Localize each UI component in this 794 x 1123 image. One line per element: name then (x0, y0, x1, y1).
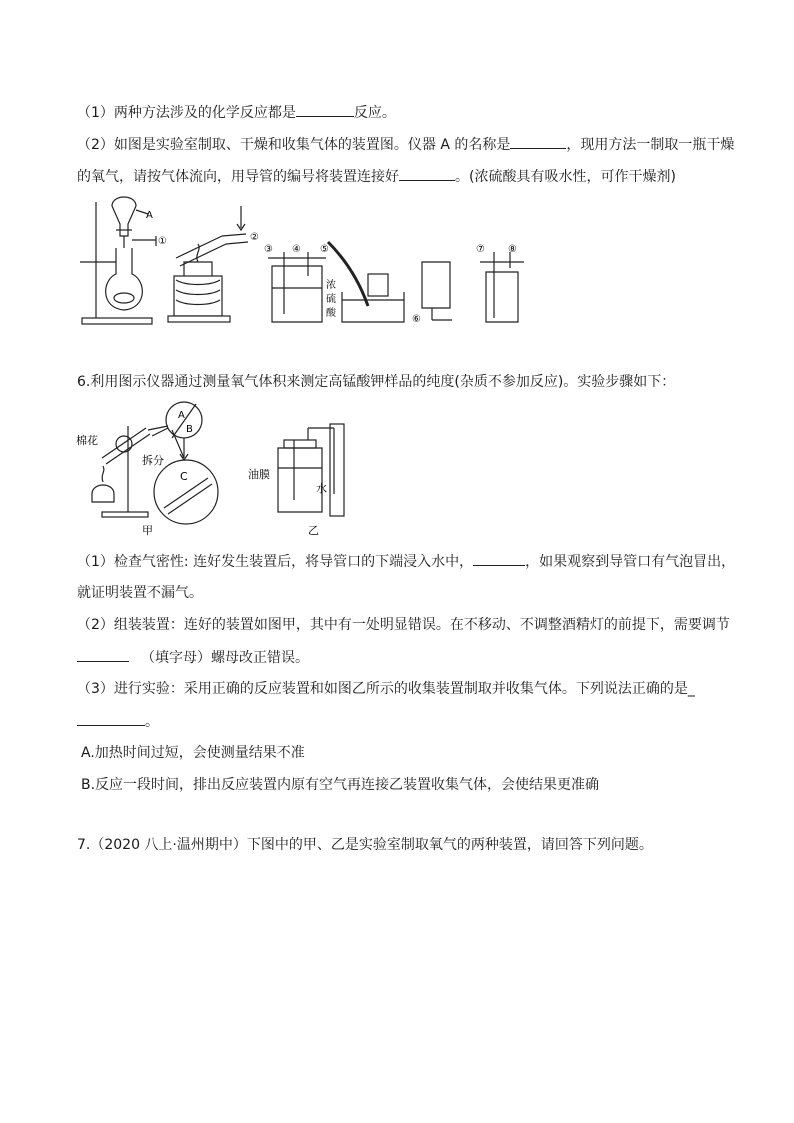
q6-part1-line2: 就证明装置不漏气。 (77, 585, 203, 601)
gas-bottle (486, 272, 518, 322)
label-jia: 甲 (142, 524, 153, 537)
answer-blank (77, 647, 129, 662)
q6-stem: 6.利用图示仪器通过测量氧气体积来测定高锰酸钾样品的纯度(杂质不参加反应)。实验步骤如下： (77, 374, 676, 390)
answer-blank (399, 166, 455, 181)
flask (106, 248, 143, 310)
q5-part1: （1）两种方法涉及的化学反应都是 反应。 (77, 102, 396, 123)
label-a: A (178, 410, 185, 421)
stand-base (82, 318, 152, 324)
label-oil-film: 油膜 (248, 468, 270, 481)
label-yi: 乙 (308, 524, 319, 537)
q7-stem: 7.（2020 八上·温州期中）下图中的甲、乙是实验室制取氧气的两种装置，请回答下列问题。 (77, 837, 653, 853)
q6-option-a: A.加热时间过短，会使测量结果不准 (81, 745, 305, 761)
acid-char: 硫 (326, 294, 336, 305)
q6-apparatus-figure (72, 398, 372, 538)
q5-part2-line1: （2）如图是实验室制取、干燥和收集气体的装置图。仪器 A 的名称是 ，现用方法一制取一瓶干燥 (77, 134, 734, 155)
label-water: 水 (316, 482, 327, 495)
tube-1: ① (158, 236, 167, 247)
tube-5: ⑤ (320, 244, 329, 255)
label-a: A (146, 210, 153, 221)
gas-washing-bottle (272, 266, 322, 322)
q5-apparatus-figure (76, 196, 546, 328)
tube-4: ④ (292, 244, 301, 255)
tube-8: ⑧ (508, 244, 517, 255)
answer-blank (296, 102, 354, 117)
test-tube (176, 236, 222, 258)
q5-part2-line2: 的氧气，请按气体流向，用导管的编号将装置连接好 。(浓硫酸具有吸水性，可作干燥剂) (77, 166, 676, 187)
label-b: B (186, 424, 193, 435)
answer-blank (473, 551, 525, 566)
q6-part2-line1: （2）组装装置：连好的装置如图甲，其中有一处明显错误。在不移动、不调整酒精灯的前提下，需要调节 (77, 617, 730, 633)
q6-part2-line2: （填字母）螺母改正错误。 (77, 647, 309, 668)
q6-part3-line1: （3）进行实验：采用正确的反应装置和如图乙所示的收集装置制取并收集气体。下列说法正确的是_ (77, 681, 695, 697)
measuring-cylinder (330, 424, 344, 516)
alcohol-lamp (184, 262, 212, 276)
collection-bottle (422, 262, 450, 308)
alcohol-lamp (92, 485, 114, 502)
tube-3: ③ (264, 244, 273, 255)
label-disassemble: 拆分 (142, 454, 164, 467)
acid-char: 浓 (326, 280, 336, 291)
q6-part3-line2: 。 (77, 711, 159, 732)
label-c: C (180, 470, 188, 483)
tube-7: ⑦ (476, 244, 485, 255)
tube-6: ⑥ (412, 314, 421, 325)
label-cotton: 棉花 (76, 434, 98, 447)
tube-2: ② (250, 232, 259, 243)
acid-char: 酸 (326, 308, 336, 319)
answer-blank (77, 711, 145, 726)
q6-option-b: B.反应一段时间，排出反应装置内原有空气再连接乙装置收集气体，会使结果更准确 (81, 777, 600, 793)
test-tube (102, 428, 146, 458)
q6-part1-line1: （1）检查气密性: 连好发生装置后，将导管口的下端浸入水中， ，如果观察到导管口有气泡冒出， (77, 551, 735, 572)
collection-bottle (278, 448, 322, 512)
answer-blank (510, 134, 566, 149)
